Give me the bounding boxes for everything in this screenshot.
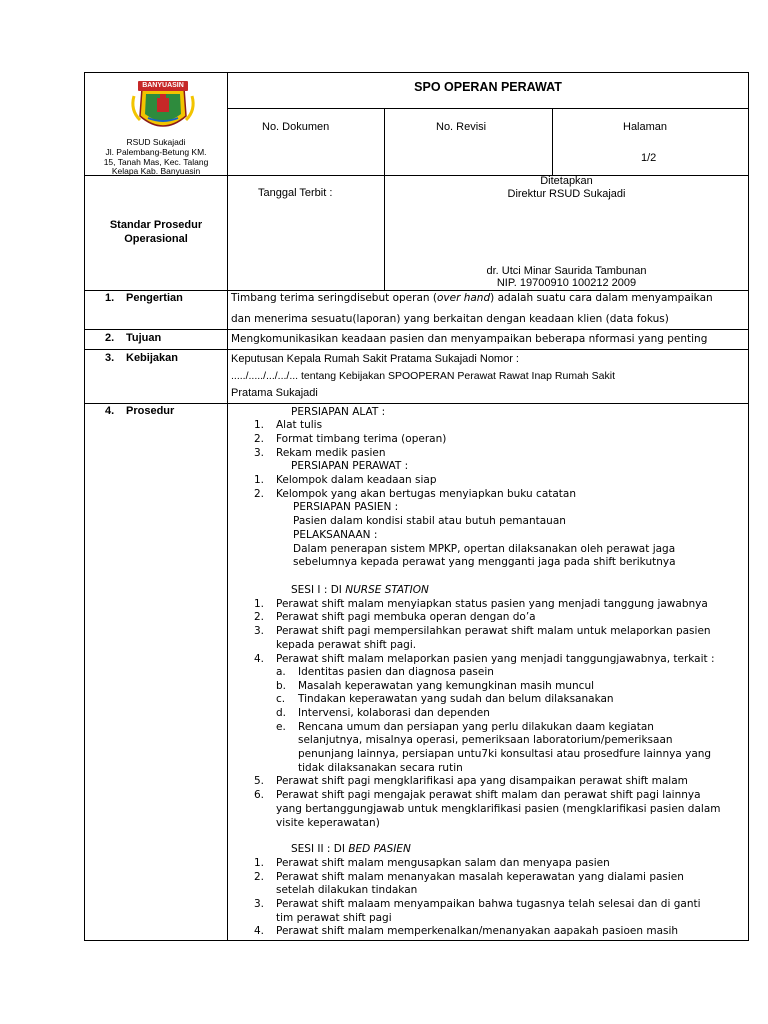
no-dokumen-label: No. Dokumen <box>262 121 330 133</box>
direktur-label: Direktur RSUD Sukajadi <box>507 188 626 200</box>
sub-item-d: Intervensi, kolaborasi dan dependen <box>298 707 490 719</box>
signer-nip: NIP. 19700910 100212 2009 <box>496 277 637 289</box>
standar-prosedur-label-2: Operasional <box>124 233 188 245</box>
section-2-label: Tujuan <box>126 332 162 344</box>
persiapan-pasien-heading: PERSIAPAN PASIEN : <box>293 501 399 513</box>
perawat-num-1: 1. <box>254 474 265 486</box>
kebijakan-line-1: Keputusan Kepala Rumah Sakit Pratama Sukajadi Nomor : <box>231 353 519 365</box>
sesi1-item-3b: kepada perawat shift pagi. <box>276 639 417 651</box>
sub-letter-c: c. <box>276 693 286 705</box>
pelaksanaan-heading: PELAKSANAAN : <box>293 529 378 541</box>
perawat-item-2: Kelompok yang akan bertugas menyiapkan buku catatan <box>276 488 577 500</box>
sesi1-item-2: Perawat shift pagi membuka operan dengan do’a <box>276 611 536 623</box>
persiapan-alat-heading: PERSIAPAN ALAT : <box>291 406 386 418</box>
sesi1-num-3: 3. <box>254 625 265 637</box>
banyuasin-logo <box>120 80 206 136</box>
sub-item-e4: tidak dilaksanakan secara rutin <box>298 762 463 774</box>
logo-label: BANYUASIN <box>142 82 184 89</box>
ditetapkan-label: Ditetapkan <box>540 175 593 187</box>
no-revisi-label: No. Revisi <box>436 121 487 133</box>
pengertian-text-italic: over hand <box>436 292 491 304</box>
sesi-2-heading-italic: BED PASIEN <box>348 843 411 855</box>
sesi1-item-1: Perawat shift malam menyiapkan status pasien yang menjadi tanggung jawabnya <box>276 598 708 610</box>
section-4-label: Prosedur <box>126 405 175 417</box>
signer-name: dr. Utci Minar Saurida Tambunan <box>486 265 647 277</box>
kebijakan-line-3: Pratama Sukajadi <box>231 387 318 399</box>
pelaksanaan-line-1: Dalam penerapan sistem MPKP, opertan dilaksanakan oleh perawat jaga <box>293 543 676 555</box>
row-divider <box>84 329 748 330</box>
section-1-number: 1. <box>105 292 115 304</box>
document-title: SPO OPERAN PERAWAT <box>414 80 562 94</box>
alat-item-3: Rekam medik pasien <box>276 447 386 459</box>
table-border-right <box>748 72 749 941</box>
sub-item-b: Masalah keperawatan yang kemungkinan masih muncul <box>298 680 595 692</box>
sesi1-item-6b: yang bertanggungjawab untuk mengklarifikasi pasien (mengklarifikasi pasien dalam <box>276 803 721 815</box>
sesi1-num-5: 5. <box>254 775 265 787</box>
alat-item-2: Format timbang terima (operan) <box>276 433 447 445</box>
org-address-1: Jl. Palembang-Betung KM. <box>105 147 207 157</box>
section-3-number: 3. <box>105 352 115 364</box>
standar-prosedur-label-1: Standar Prosedur <box>109 219 203 231</box>
section-3-label: Kebijakan <box>126 352 178 364</box>
sub-letter-e: e. <box>276 721 286 733</box>
sesi2-num-1: 1. <box>254 857 265 869</box>
section-1-label: Pengertian <box>126 292 183 304</box>
persiapan-pasien-text: Pasien dalam kondisi stabil atau butuh pemantauan <box>293 515 566 527</box>
sub-item-c: Tindakan keperawatan yang sudah dan belum dilaksanakan <box>298 693 614 705</box>
section-2-number: 2. <box>105 332 115 344</box>
sesi-1-heading-text: SESI I : DI <box>291 584 346 596</box>
sub-item-e1: Rencana umum dan persiapan yang perlu dilakukan daam kegiatan <box>298 721 654 733</box>
alat-num-2: 2. <box>254 433 265 445</box>
sesi-1-heading <box>291 584 429 596</box>
sesi2-num-4: 4. <box>254 925 265 937</box>
row-divider <box>227 108 748 109</box>
perawat-num-2: 2. <box>254 488 265 500</box>
sesi1-item-6a: Perawat shift pagi mengajak perawat shift malam dan perawat shift pagi lainnya <box>276 789 701 801</box>
perawat-item-1: Kelompok dalam keadaan siap <box>276 474 437 486</box>
sesi2-item-3a: Perawat shift malaam menyampaikan bahwa tugasnya telah selesai dan di ganti <box>276 898 701 910</box>
org-address-2: 15, Tanah Mas, Kec. Talang <box>103 157 209 167</box>
sesi-2-heading-text: SESI II : DI <box>291 843 349 855</box>
org-name: RSUD Sukajadi <box>126 137 186 147</box>
section-4-number: 4. <box>105 405 115 417</box>
persiapan-perawat-heading: PERSIAPAN PERAWAT : <box>291 460 409 472</box>
sesi2-item-3b: tim perawat shift pagi <box>276 912 392 924</box>
pengertian-text-c: ) adalah suatu cara dalam menyampaikan <box>490 292 713 304</box>
row-divider <box>84 349 748 350</box>
sesi2-num-2: 2. <box>254 871 265 883</box>
sesi1-num-6: 6. <box>254 789 265 801</box>
sesi1-item-4: Perawat shift malam melaporkan pasien yang menjadi tanggungjawabnya, terkait : <box>276 653 715 665</box>
sub-letter-a: a. <box>276 666 286 678</box>
col-divider <box>227 72 228 941</box>
sub-letter-b: b. <box>276 680 287 692</box>
sesi1-num-4: 4. <box>254 653 265 665</box>
tanggal-terbit-label: Tanggal Terbit : <box>258 187 333 199</box>
sesi2-item-2a: Perawat shift malam menanyakan masalah keperawatan yang dialami pasien <box>276 871 684 883</box>
halaman-value: 1/2 <box>641 152 657 164</box>
sesi-2-heading <box>291 843 411 855</box>
tujuan-text: Mengkomunikasikan keadaan pasien dan menyampaikan beberapa nformasi yang penting <box>231 333 708 345</box>
org-address-3: Kelapa Kab. Banyuasin <box>111 166 201 176</box>
row-divider <box>84 403 748 404</box>
kebijakan-line-2: ...../...../.../.../... tentang Kebijakan SPOOPERAN Perawat Rawat Inap Rumah Sakit <box>231 370 616 382</box>
sesi2-item-4: Perawat shift malam memperkenalkan/menanyakan aapakah pasioen masih <box>276 925 679 937</box>
sesi1-num-2: 2. <box>254 611 265 623</box>
sesi1-item-3a: Perawat shift pagi mempersilahkan perawat shift malam untuk melaporkan pasien <box>276 625 711 637</box>
table-border-top <box>84 72 749 73</box>
sesi1-item-6c: visite keperawatan) <box>276 817 380 829</box>
pengertian-line-1 <box>231 292 713 304</box>
sesi2-item-2b: setelah dilakukan tindakan <box>276 884 418 896</box>
sub-item-a: Identitas pasien dan diagnosa pasein <box>298 666 494 678</box>
row-divider <box>84 290 748 291</box>
alat-item-1: Alat tulis <box>276 419 323 431</box>
table-border-bottom <box>84 940 749 941</box>
sesi-1-heading-italic: NURSE STATION <box>345 584 429 596</box>
alat-num-1: 1. <box>254 419 265 431</box>
pengertian-text-a: Timbang terima seringdisebut operan ( <box>231 292 437 304</box>
halaman-label: Halaman <box>623 121 668 133</box>
pelaksanaan-line-2: sebelumnya kepada perawat yang mengganti jaga pada shift berikutnya <box>293 556 676 568</box>
sesi2-num-3: 3. <box>254 898 265 910</box>
sub-item-e3: penunjang lainnya, persiapan untu7ki konsultasi atau prosedfure lainnya yang <box>298 748 712 760</box>
sesi1-item-5: Perawat shift pagi mengklarifikasi apa yang disampaikan perawat shift malam <box>276 775 688 787</box>
pengertian-line-2: dan menerima sesuatu(laporan) yang berkaitan dengan keadaan klien (data fokus) <box>231 313 669 325</box>
table-border-left <box>84 72 85 941</box>
sesi1-num-1: 1. <box>254 598 265 610</box>
sub-letter-d: d. <box>276 707 287 719</box>
sub-item-e2: selanjutnya, misalnya operasi, pemeriksaan laboratorium/pemeriksaan <box>298 734 673 746</box>
col-divider <box>552 108 553 175</box>
alat-num-3: 3. <box>254 447 265 459</box>
sesi2-item-1: Perawat shift malam mengusapkan salam dan menyapa pasien <box>276 857 610 869</box>
